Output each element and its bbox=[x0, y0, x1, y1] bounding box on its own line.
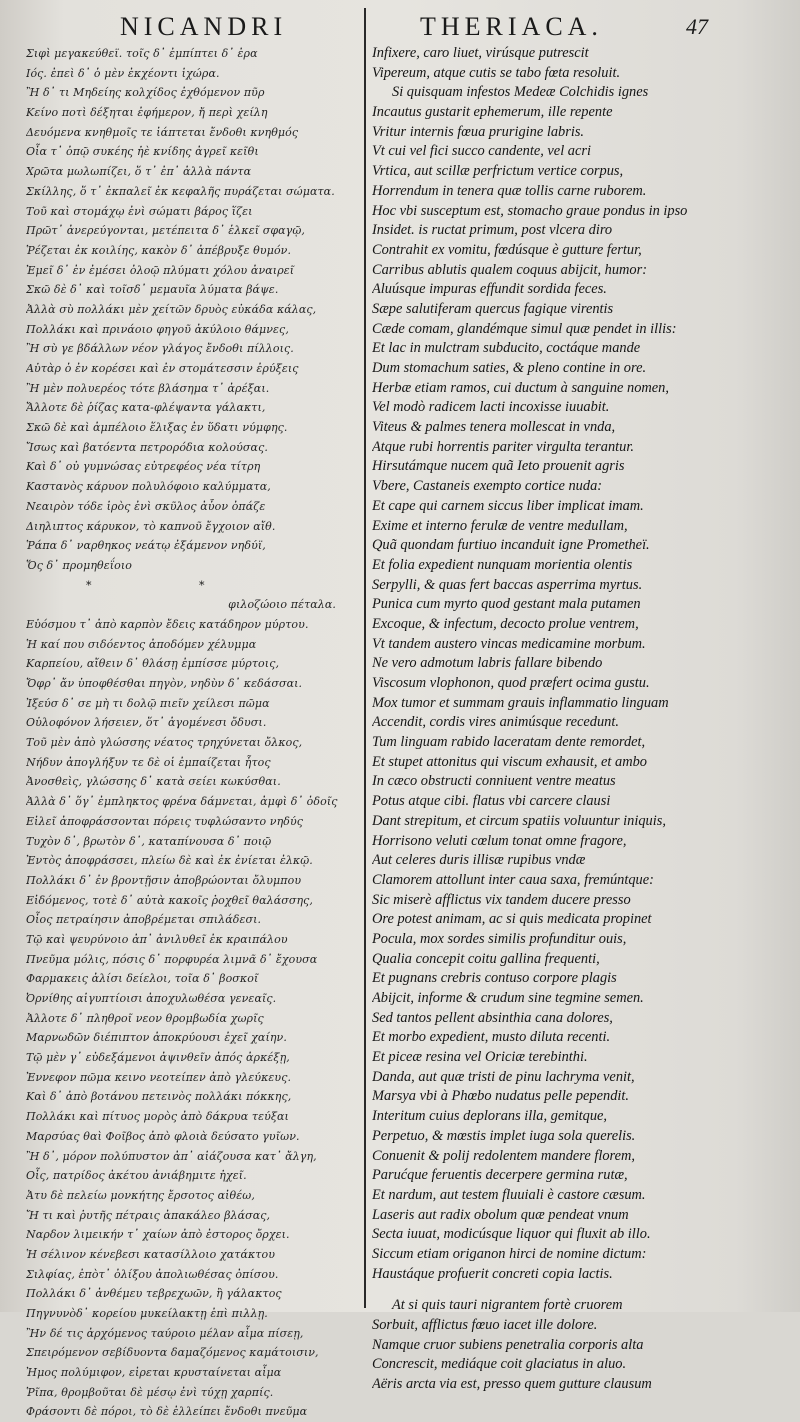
latin-verse-line: Vt tandem austero vincas medicamine morbum. bbox=[372, 635, 646, 652]
latin-verse-line: Potus atque cibi. flatus vbi carcere clausi bbox=[372, 793, 611, 810]
greek-verse-line: Μαρσύας θαὶ Φοῖβος ἀπὸ φλοιὰ δεύσατο γυῖων. bbox=[26, 1129, 300, 1143]
greek-verse-line: Ἢ μὲν πολυερέος τότε βλάσημα τ᾽ ἀρέξαι. bbox=[26, 381, 270, 395]
greek-verse-line: Εἰδόμενος, τοτὲ δ᾽ αὐτὰ κακοῖς ῥοχθεῖ θαλάσσης, bbox=[26, 893, 313, 907]
greek-verse-line: Ἢ δ᾽, μόρον πολύπυστον ἀπ᾽ αἰάζουσα κατ᾽ ἄλγη, bbox=[26, 1149, 317, 1163]
latin-verse-line: Interitum cuius deplorans illa, gemitque, bbox=[372, 1108, 608, 1125]
latin-verse-line: Insidet. is ructat primum, post vlcera diro bbox=[372, 222, 613, 239]
greek-verse-line: Ὀρνίθης αἰγυπτίοισι ἀποχυλωθέσα γενεαῖς. bbox=[26, 992, 277, 1005]
latin-verse-line: Herbæ etiam ramos, cui ductum à sanguine nomen, bbox=[372, 379, 669, 396]
greek-verse-line: Σκῶ δὲ καὶ ἀμπέλοιο ἕλιξας ἐν ὕδατι νύμφης. bbox=[26, 421, 288, 435]
latin-verse-line: Marsya vbi à Phœbo nudatus pelle pependit. bbox=[372, 1088, 629, 1105]
latin-verse-line: Exime et interno ferulæ de ventre medullam, bbox=[372, 517, 628, 534]
header-left-title: NICANDRI bbox=[120, 12, 288, 41]
latin-verse-line: Accendit, cordis vires animúsque recedunt. bbox=[372, 714, 619, 731]
latin-verse-line: Et piceæ resina vel Oriciæ terebinthi. bbox=[372, 1049, 588, 1066]
greek-verse-line: Σιλφίας, ἐπὸτ᾽ ὀλίξου ἀπολιωθέσας ὀπίσου. bbox=[26, 1267, 279, 1281]
header-right-title: THERIACA. bbox=[420, 12, 603, 41]
page-number: 47 bbox=[686, 14, 708, 39]
latin-verse-line: Et lac in mulctram subducito, coctáque mande bbox=[372, 340, 641, 357]
latin-verse-line: Sorbuit, afflictus fœuo iacet ille dolore. bbox=[372, 1317, 598, 1333]
greek-verse-line: Τοῦ μὲν ἀπὸ γλώσσης νέατος τρηχύνεται ὄλκος, bbox=[26, 736, 303, 750]
asterisk-mark: * bbox=[199, 578, 205, 592]
latin-verse-line: Excoque, & infectum, decocto prolue ventrem, bbox=[372, 615, 639, 632]
greek-text-column bbox=[26, 44, 356, 1422]
latin-verse-line: Carribus ablutis qualem coquus abijcit, humor: bbox=[372, 261, 648, 278]
latin-verse-line: Qualia concepit coitu gallina frequenti, bbox=[372, 950, 600, 967]
greek-verse-line: Ἀλλὰ σὺ πολλάκι μὲν χείτῶν δρυὸς εὐκάδα κάλας, bbox=[26, 302, 317, 316]
latin-verse-line: Punica cum myrto quod gestant mala putamen bbox=[372, 596, 641, 613]
greek-verse-line: Φαρμακεις ἀλίσι δείελοι, τοῖα δ᾽ βοσκοῖ bbox=[26, 972, 259, 986]
greek-verse-line: Ἰξεύσ δ᾽ σε μὴ τι δολῷ πιεῖν χείλεσι πῶμα bbox=[26, 696, 270, 710]
latin-verse-line: Infixere, caro liuet, virúsque putrescit bbox=[372, 45, 589, 61]
greek-verse-line: Νήδυν ἀπογλήξυν τε δὲ οἱ ἐμπαίζεται ἦτος bbox=[26, 755, 271, 769]
latin-verse-line: Vrtica, aut scillæ perfrictum vertice corpus, bbox=[372, 163, 624, 180]
latin-verse-line: Serpylli, & quas fert baccas asperrima myrtus. bbox=[372, 576, 643, 593]
latin-verse-line: Conuenit & polij redolentem mandere florem, bbox=[372, 1147, 635, 1164]
greek-verse-line: Ῥῖπα, θρομβοῦται δὲ μέσῳ ἐνὶ τύχῃ χαρπίς. bbox=[26, 1385, 274, 1399]
greek-verse-line: Πολλάκι καὶ πρινάοιο φηγοῦ ἀκύλοιο θάμνες, bbox=[26, 322, 289, 336]
greek-verse-line: Ῥάπα δ᾽ ναρθηκος νεάτῳ ἐξάμενον νηδύϊ, bbox=[26, 539, 266, 553]
asterisk-mark: * bbox=[86, 578, 92, 592]
greek-verse-line: Μαρνωδῶν διέπιπτον ἀποκρύουσι ἐχεῖ χαίην. bbox=[26, 1031, 287, 1045]
latin-verse-line: In cæco obstructi conniuent ventre meatus bbox=[372, 773, 616, 790]
greek-verse-line: Χρῶτα μωλωπίζει, ὅ τ᾽ ἐπ᾽ ἀλλὰ πάντα bbox=[26, 165, 252, 179]
greek-verse-line: Τοῦ καὶ στομάχῳ ἐνὶ σώματι βάρος ἵζει bbox=[26, 204, 253, 218]
latin-verse-line: Cæde comam, glandémque simul quæ pendet in illis: bbox=[372, 320, 677, 337]
latin-verse-line: Si quisquam infestos Medeæ Colchidis ignes bbox=[392, 84, 649, 101]
greek-verse-line: Πηγνυνὸδ᾽ κορείου μυκείλακτῃ ἐπὶ πιλλῃ. bbox=[26, 1307, 268, 1320]
greek-verse-line: Νεαιρὸν τόδε ἰρὸς ἐνὶ σκῦλος ἀὖον ὀπάζε bbox=[26, 499, 266, 513]
latin-verse-line: Incautus gustarit ephemerum, ille repente bbox=[372, 104, 613, 121]
greek-verse-line: Τῷ καὶ ψευρύνοιο ἀπ᾽ ἀνιλυθεῖ ἐκ κραιπάλου bbox=[26, 932, 288, 946]
greek-verse-line: Ἤ τι καὶ ῥυτῆς πέτραις ἀπακάλεο βλάσας, bbox=[26, 1208, 271, 1222]
greek-verse-line: Ιός. ἐπεὶ δ᾽ ὁ μὲν ἐκχέοντι ἰχώρα. bbox=[26, 66, 220, 80]
greek-verse-line: Σκίλλης, ὅ τ᾽ ἐκπαλεῖ ἐκ κεφαλῆς πυράζεται σώματα. bbox=[26, 184, 335, 198]
latin-verse-line: Secta iuuat, modicúsque liquor qui fluxit ab illo. bbox=[372, 1226, 651, 1243]
greek-verse-line: Φράσοντι δὲ πόροι, τὸ δὲ ἐλλείπει ἔνδοθι πνεῦμα bbox=[26, 1405, 308, 1419]
greek-verse-line: Ἡ σέλινον κένεβεσι κατασίλλοιο χατάκτου bbox=[26, 1247, 275, 1261]
asterisk-markers bbox=[26, 576, 356, 596]
greek-verse-line: Οἷος πετραίησιν ἀποβρέμεται σπιλάδεσι. bbox=[26, 913, 262, 927]
greek-verse-line: Σιφὶ μεγακεύθεϊ. τοῖς δ᾽ ἐμπίπτει δ᾽ ἐρα bbox=[26, 47, 258, 60]
greek-verse-line: Ὄφρ᾽ ἄν ὑποφθέσθαι πηγὸν, νηδὺν δ᾽ κεδάσσαι. bbox=[26, 677, 303, 690]
latin-verse-line: Hoc vbi susceptum est, stomacho graue pondus in ipso bbox=[372, 202, 688, 219]
latin-verse-line: Quã quondam furtiuo incanduit igne Prometheï. bbox=[372, 537, 650, 554]
greek-verse-line: Τυχὸν δ᾽, βρωτὸν δ᾽, καταπίνουσα δ᾽ ποιῷ bbox=[26, 834, 272, 848]
latin-verse-line: Et folia expedient nunquam morientia olentis bbox=[372, 556, 633, 573]
latin-verse-line: Et pugnans crebris contuso corpore plagis bbox=[372, 970, 617, 987]
latin-verse-line: Horrendum in tenera quæ tollis carne ruborem. bbox=[372, 182, 647, 199]
greek-verse-line: Ἠμος πολύμιφον, εἰρεται κρυσταίνεται αἷμα bbox=[26, 1366, 282, 1380]
latin-verse-line: Hirsutámque nucem quã Ieto prouenit agris bbox=[372, 458, 625, 475]
greek-verse-line: Εἰλεῖ ἀποφράσσονται πόρεις τυφλώσαντο νηδύς bbox=[26, 814, 304, 828]
greek-verse-line: Ναρδον λιμεικήν τ᾽ χαίων ἀπὸ ἐστορος ὄρχει. bbox=[26, 1228, 290, 1242]
latin-verse-line: Vipereum, atque cutis se tabo fœta resoluit. bbox=[372, 64, 621, 81]
greek-verse-line: Οἷς, πατρίδος ἀκέτου ἀνιάβημιτε ἠχεῖ. bbox=[26, 1169, 247, 1183]
latin-verse-line: Atque rubi horrentis pariter virgulta terantur. bbox=[372, 438, 634, 455]
latin-verse-line: Haustáque profuerit concreti copia lactis. bbox=[372, 1265, 613, 1282]
latin-verse-line: Mox tumor et summam grauis inflammatio linguam bbox=[372, 694, 669, 711]
greek-verse-line: Ἡ καί που σιδόεντος ἀποδόμεν χέλυμμα bbox=[26, 637, 257, 651]
latin-verse-line: Vt cui vel fici succo candente, vel acri bbox=[372, 143, 591, 160]
greek-verse-line: Οἷα τ᾽ ὀπῷ συκέης ἠὲ κνίδης ἀγρεῖ κεῖθι bbox=[26, 145, 259, 159]
greek-verse-line: Ἄλλοτε δὲ ῥίζας κατα-φλέψαντα γάλακτι, bbox=[26, 401, 266, 415]
greek-verse-line: Κείνο ποτὶ δέξηται ἐφήμερον, ἤ περὶ χείλη bbox=[26, 106, 268, 120]
greek-verse-line: Ἀτυ δὲ πελείω μονκήτης ἔρσοτος αἰθέω, bbox=[26, 1188, 255, 1202]
greek-verse-line: Σπειρόμενον σεβίδυοντα δαμαζόμενος καμάτοισιν, bbox=[26, 1346, 319, 1360]
greek-verse-line: Ἴσως καὶ βατόεντα πετρορόδια κολούσας. bbox=[26, 440, 268, 454]
greek-verse-line: Σκῶ δὲ δ᾽ καὶ τοῖσδ᾽ μεμαυῖα λύματα βάψε. bbox=[26, 283, 279, 297]
latin-verse-line: Parućque feruentis decerpere germina rutæ, bbox=[372, 1167, 628, 1184]
greek-verse-line: Καὶ δ᾽ ἀπὸ βοτάνου πετεινὸς πολλάκι πόκκης, bbox=[26, 1090, 292, 1104]
greek-verse-line: Ὅς δ᾽ προμηθεΐοιο bbox=[26, 558, 133, 572]
latin-verse-line: Sæpe salutiferam quercus fagique virentis bbox=[372, 300, 614, 317]
column-divider bbox=[364, 8, 366, 1308]
latin-verse-line: Vel modò radicem lacti incoxisse iuuabit. bbox=[372, 399, 610, 416]
latin-verse-line: Danda, aut quæ tristi de pinu lachryma venit, bbox=[372, 1068, 635, 1085]
greek-verse-line: Καρπείου, αἴθειν δ᾽ θλάσῃ ἐμπίσσε μύρτοις, bbox=[26, 657, 280, 671]
greek-verse-line: Τῷ μὲν γ᾽ εὐδεξάμενοι ἀψινθεῖν ἀπός ἀρκέξῃ, bbox=[26, 1051, 290, 1065]
greek-verse-line: Ἢν δέ τις ἀρχόμενος ταύροιο μέλαν αἷμα πίσεῃ, bbox=[26, 1326, 304, 1340]
latin-verse-line: Siccum etiam origanon hirci de nomine dictum: bbox=[372, 1245, 647, 1262]
greek-verse-line: Ἀλλὰ δ᾽ ὅγ᾽ ἐμπληκτος φρένα δάμνεται, ἀμφὶ δ᾽ ὁδοῖς bbox=[26, 795, 338, 809]
greek-verse-line: Ἢ δ᾽ τι Μηδείης κολχίδος ἐχθόμενον πῦρ bbox=[26, 86, 265, 100]
latin-verse-line: Clamorem attollunt inter caua saxa, fremúntque: bbox=[372, 871, 654, 888]
latin-verse-line: Dum stomachum saties, & pleno contine in ore. bbox=[372, 360, 647, 376]
greek-verse-line: Διηλιπτος κάρυκον, τὸ καπνοῦ ἔγχοιον αἴθ. bbox=[26, 519, 276, 533]
latin-verse-line: At si quis tauri nigrantem fortè cruorem bbox=[392, 1297, 623, 1314]
latin-verse-line: Perpetuo, & mœstis implet iuga sola querelis. bbox=[372, 1127, 636, 1144]
greek-verse-line: Ἀνοσθεὶς, γλώσσης δ᾽ κατὰ σείει κωκύσθαι. bbox=[26, 775, 281, 789]
greek-subheading: φιλοζώοιο πέταλα. bbox=[228, 598, 336, 612]
latin-verse-line: Et stupet attonitus qui viscum exhausit, et ambo bbox=[372, 753, 647, 770]
latin-verse-line: Et morbo expedient, musto diluta recenti. bbox=[372, 1029, 611, 1046]
latin-verse-line: Concrescit, mediáque coit glaciatus in aluo. bbox=[372, 1356, 627, 1373]
latin-verse-line: Aëris arcta via est, presso quem gutture clausum bbox=[372, 1376, 652, 1393]
latin-verse-line: Ne vero admotum labris fallare bibendo bbox=[372, 655, 603, 672]
latin-verse-line: Aluúsque impuras effundit sordida feces. bbox=[372, 281, 607, 298]
latin-verse-line: Laseris aut radix obolum quæ pendeat vnum bbox=[372, 1206, 629, 1223]
greek-verse-line: Αὐτὰρ ὁ ἐν κορέσει καὶ ἐν στομάτεσσιν ἐρύξεις bbox=[26, 362, 299, 375]
latin-verse-line: Vritur internis fœua prurigine labris. bbox=[372, 123, 585, 140]
latin-verse-line: Abijcit, informe & crudum sine tegmine semen. bbox=[372, 990, 644, 1006]
latin-verse-line: Aut celeres duris illisæ rupibus vndæ bbox=[372, 852, 586, 869]
greek-verse-line: Ἐντὸς ἀποφράσσει, πλείω δὲ καὶ ἐκ ἐνίεται ἐλκῷ. bbox=[26, 854, 313, 868]
latin-verse-line: Pocula, mox sordes similis profunditur ouis, bbox=[372, 930, 627, 947]
greek-verse-line: Οὐλοφόνον λήσειεν, ὅτ᾽ ἀγομένεσι ὄδυσι. bbox=[26, 716, 267, 730]
latin-verse-line: Vbere, Castaneis exempto cortice nuda: bbox=[372, 478, 603, 495]
greek-verse-line: Ἐννεφον πῶμα κεινο νεοτείπεν ἀπὸ γλεύκευς. bbox=[26, 1070, 292, 1084]
latin-verse-line: Viscosum vlophonon, quod præfert ocima gustu. bbox=[372, 675, 650, 691]
latin-verse-line: Dant strepitum, et circum spatiis voluuntur iniquis, bbox=[372, 812, 666, 829]
latin-verse-line: Sic miserè afflictus vix tandem ducere presso bbox=[372, 891, 631, 908]
greek-verse-line: Πολλάκι δ᾽ ἀνθέμευ τεβρεχωῶν, ἢ γάλακτος bbox=[26, 1287, 282, 1301]
running-header bbox=[0, 4, 800, 44]
latin-verse-line: Ore potest animam, ac si quis medicata propinet bbox=[372, 911, 652, 928]
latin-verse-line: Tum linguam rabido laceratam dente remordet, bbox=[372, 734, 646, 751]
greek-verse-line: Ῥέζεται ἐκ κοιλίης, κακὸν δ᾽ ἀπέβρυξε θυμόν. bbox=[26, 243, 292, 257]
greek-verse-line: Πρῶτ᾽ ἀνερεύγονται, μετέπειτα δ᾽ ἑλκεῖ σφαγῷ, bbox=[26, 224, 305, 238]
latin-text-column bbox=[372, 44, 792, 1395]
greek-verse-line: Πολλάκι δ᾽ ἐν βροντῇσιν ἀποβρώονται ὄλυμπου bbox=[26, 873, 302, 887]
greek-verse-line: Εὐόσμου τ᾽ ἀπὸ καρπὸν ἔδεις κατάδηρον μύρτου. bbox=[26, 617, 309, 631]
greek-verse-line: Ἐμεῖ δ᾽ ἐν ἐμέσει ὀλοῷ πλύματι χόλου ἀναιρεῖ bbox=[26, 263, 295, 277]
latin-verse-line: Sed tantos pellent absinthia cana dolores, bbox=[372, 1009, 613, 1026]
greek-verse-line: Πολλάκι καὶ πίτυος μορὸς ἀπὸ δάκρυα τεύξαι bbox=[26, 1110, 289, 1124]
latin-verse-line: Et nardum, aut testem fluuiali è castore cæsum. bbox=[372, 1186, 646, 1203]
greek-verse-line: Πνεῦμα μόλις, πόσις δ᾽ πορφυρέα λιμνᾶ δ᾽ ἔχουσα bbox=[26, 952, 318, 966]
greek-verse-line: Ἀλλοτε δ᾽ πληθροῖ νεον θρομβωδία χωρῖς bbox=[26, 1011, 264, 1025]
latin-verse-line: Namque cruor subiens penetralia corporis alta bbox=[372, 1336, 644, 1353]
greek-verse-line: Ἢ σὺ γε βδάλλων νέον γλάγος ἔνδοθι πίλλοις. bbox=[26, 342, 294, 356]
latin-verse-line: Contrahit ex vomitu, fœdúsque è gutture fertur, bbox=[372, 241, 642, 258]
latin-verse-line: Horrisono veluti cœlum tonat omne fragore, bbox=[372, 832, 627, 849]
greek-verse-line: Καστανὸς κάρυον πολυλόφοιο καλύμματα, bbox=[26, 480, 271, 494]
latin-verse-line: Et cape qui carnem siccus liber implicat imam. bbox=[372, 497, 644, 514]
latin-verse-line: Viteus & palmes tenera mollescat in vnda, bbox=[372, 419, 616, 436]
greek-verse-line: Δευόμενα κνηθμοῖς τε ἰάπτεται ἔνδοθι κνηθμός bbox=[26, 125, 299, 139]
greek-verse-line: Καὶ δ᾽ οὐ γυμνώσας εὐτρεφέος νέα τίτρη bbox=[26, 460, 261, 474]
